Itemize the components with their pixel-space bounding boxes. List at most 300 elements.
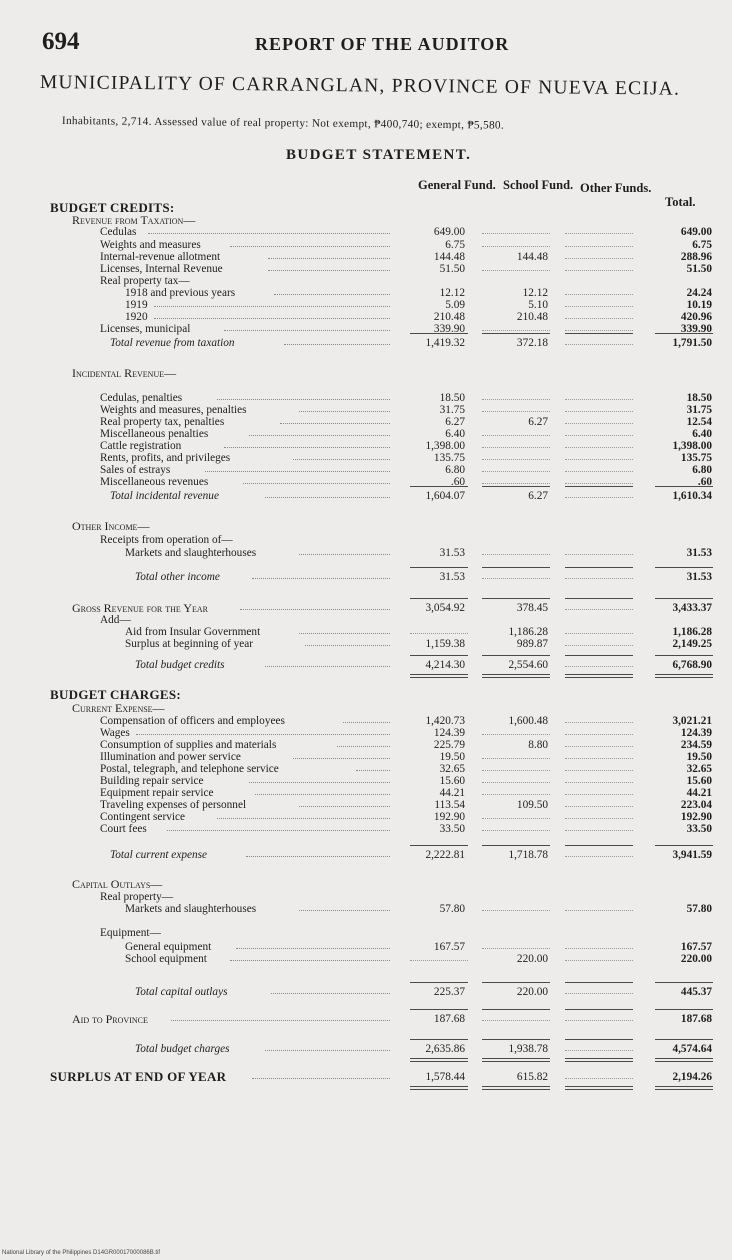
general-fund-cell: 6.75 bbox=[445, 239, 465, 251]
school-fund-cell: 8.80 bbox=[528, 739, 548, 751]
row-label: Equipment repair service bbox=[100, 787, 214, 799]
school-fund-cell: 615.82 bbox=[516, 1071, 548, 1083]
total-cell: 19.50 bbox=[686, 751, 712, 763]
general-fund-cell: 57.80 bbox=[439, 903, 465, 915]
total-cell: 4,574.64 bbox=[672, 1043, 712, 1055]
total-cell: .60 bbox=[697, 476, 712, 488]
table-row bbox=[0, 1070, 732, 1084]
total-cell: 31.53 bbox=[686, 571, 712, 583]
leader-dots bbox=[167, 830, 390, 831]
general-fund-cell: 31.53 bbox=[439, 547, 465, 559]
row-label: 1919 bbox=[125, 299, 148, 311]
total-double-rule bbox=[410, 1058, 468, 1062]
general-fund-cell: 113.54 bbox=[434, 799, 465, 811]
leader-dots bbox=[252, 578, 390, 579]
total-double-rule bbox=[655, 674, 713, 678]
page-number: 694 bbox=[42, 28, 80, 55]
school-fund-cell: 5.10 bbox=[528, 299, 548, 311]
leader-dots bbox=[299, 554, 390, 555]
total-double-rule bbox=[565, 674, 633, 678]
subtotal-rule bbox=[655, 598, 713, 599]
row-label: 1918 and previous years bbox=[125, 287, 236, 299]
leader-dots bbox=[284, 344, 390, 345]
empty-cell-leader bbox=[482, 758, 550, 759]
row-label: SURPLUS AT END OF YEAR bbox=[50, 1069, 227, 1084]
subtotal-rule bbox=[655, 1039, 713, 1040]
subtotal-rule bbox=[482, 845, 550, 846]
empty-cell-leader bbox=[565, 794, 633, 795]
table-row bbox=[0, 877, 732, 891]
total-double-rule bbox=[655, 1086, 713, 1090]
empty-cell-leader bbox=[565, 330, 633, 331]
empty-cell-leader bbox=[565, 471, 633, 472]
column-header-general: General Fund. bbox=[418, 178, 496, 192]
empty-cell-leader bbox=[565, 1078, 633, 1079]
general-fund-cell: 4,214.30 bbox=[425, 659, 465, 671]
municipality-heading: MUNICIPALITY OF CARRANGLAN, PROVINCE OF NUEVA ECIJA. bbox=[39, 72, 681, 100]
row-label: Aid to Province bbox=[72, 1012, 148, 1026]
empty-cell-leader bbox=[482, 948, 550, 949]
total-cell: 288.96 bbox=[680, 251, 712, 263]
subtotal-rule bbox=[410, 982, 468, 983]
empty-cell-leader bbox=[565, 258, 633, 259]
leader-dots bbox=[299, 411, 390, 412]
table-row bbox=[0, 570, 732, 584]
leader-dots bbox=[246, 856, 390, 857]
leader-dots bbox=[271, 993, 390, 994]
school-fund-cell: 378.45 bbox=[516, 602, 548, 614]
general-fund-cell: 31.75 bbox=[439, 404, 465, 416]
empty-cell-leader bbox=[565, 910, 633, 911]
table-row bbox=[0, 533, 732, 547]
row-label: Rents, profits, and privileges bbox=[100, 452, 231, 464]
school-fund-cell: 1,938.78 bbox=[508, 1043, 548, 1055]
general-fund-cell: 135.75 bbox=[433, 452, 465, 464]
row-label: Total current expense bbox=[110, 849, 208, 861]
row-label: Current Expense— bbox=[72, 701, 165, 715]
row-label: Building repair service bbox=[100, 775, 204, 787]
general-fund-cell: 5.09 bbox=[445, 299, 465, 311]
empty-cell-leader bbox=[482, 734, 550, 735]
general-fund-cell: 15.60 bbox=[439, 775, 465, 787]
row-label: Internal-revenue allotment bbox=[100, 251, 221, 263]
general-fund-cell: 33.50 bbox=[439, 823, 465, 835]
table-row bbox=[0, 902, 732, 916]
row-label: Total budget credits bbox=[135, 659, 225, 671]
school-fund-cell: 144.48 bbox=[516, 251, 548, 263]
school-fund-cell: 220.00 bbox=[516, 953, 548, 965]
general-fund-cell: 124.39 bbox=[433, 727, 465, 739]
row-label: Weights and measures, penalties bbox=[100, 404, 247, 416]
general-fund-cell: 18.50 bbox=[439, 392, 465, 404]
table-row bbox=[0, 926, 732, 940]
subtotal-rule bbox=[482, 333, 550, 334]
empty-cell-leader bbox=[482, 554, 550, 555]
subtotal-rule bbox=[655, 333, 713, 334]
row-label: Receipts from operation of— bbox=[100, 534, 233, 546]
total-cell: 44.21 bbox=[686, 787, 712, 799]
general-fund-cell: 1,419.32 bbox=[425, 337, 465, 349]
empty-cell-leader bbox=[565, 233, 633, 234]
row-label: Real property tax— bbox=[100, 275, 190, 287]
school-fund-cell: 2,554.60 bbox=[508, 659, 548, 671]
table-row bbox=[0, 489, 732, 503]
total-cell: 187.68 bbox=[680, 1013, 712, 1025]
column-header-total: Total. bbox=[665, 195, 696, 209]
row-label: Contingent service bbox=[100, 811, 186, 823]
row-label: BUDGET CREDITS: bbox=[50, 200, 175, 215]
row-label: Compensation of officers and employees bbox=[100, 715, 285, 727]
leader-dots bbox=[243, 483, 390, 484]
empty-cell-leader bbox=[565, 294, 633, 295]
empty-cell-leader bbox=[565, 734, 633, 735]
empty-cell-leader bbox=[482, 270, 550, 271]
leader-dots bbox=[280, 423, 390, 424]
leader-dots bbox=[217, 399, 390, 400]
empty-cell-leader bbox=[565, 633, 633, 634]
general-fund-cell: 144.48 bbox=[433, 251, 465, 263]
school-fund-cell: 989.87 bbox=[516, 638, 548, 650]
subtotal-rule bbox=[482, 1039, 550, 1040]
school-fund-cell: 210.48 bbox=[516, 311, 548, 323]
empty-cell-leader bbox=[482, 233, 550, 234]
leader-dots bbox=[240, 609, 390, 610]
row-label: Total incidental revenue bbox=[110, 490, 219, 502]
subtotal-rule bbox=[410, 486, 468, 487]
subtotal-rule bbox=[482, 982, 550, 983]
empty-cell-leader bbox=[410, 960, 468, 961]
school-fund-cell: 372.18 bbox=[516, 337, 548, 349]
total-cell: 6.80 bbox=[692, 464, 712, 476]
empty-cell-leader bbox=[565, 306, 633, 307]
total-double-rule bbox=[482, 1086, 550, 1090]
empty-cell-leader bbox=[565, 435, 633, 436]
row-label: Sales of estrays bbox=[100, 464, 171, 476]
row-label: Revenue from Taxation— bbox=[72, 213, 196, 227]
empty-cell-leader bbox=[565, 770, 633, 771]
leader-dots bbox=[224, 330, 390, 331]
column-header-school: School Fund. bbox=[503, 178, 574, 192]
total-cell: 2,149.25 bbox=[672, 638, 712, 650]
leader-dots bbox=[299, 910, 390, 911]
row-label: Markets and slaughterhouses bbox=[125, 547, 257, 559]
total-cell: 445.37 bbox=[680, 986, 712, 998]
empty-cell-leader bbox=[565, 1050, 633, 1051]
general-fund-cell: 649.00 bbox=[433, 226, 465, 238]
table-row bbox=[0, 848, 732, 862]
total-cell: 3,433.37 bbox=[672, 602, 712, 614]
empty-cell-leader bbox=[482, 459, 550, 460]
inhabitants-line: Inhabitants, 2,714. Assessed value of real property: Not exempt, ₱400,740; exempt, ₱5,580. bbox=[61, 115, 505, 132]
school-fund-cell: 12.12 bbox=[522, 287, 548, 299]
general-fund-cell: .60 bbox=[450, 476, 465, 488]
subtotal-rule bbox=[655, 845, 713, 846]
total-cell: 192.90 bbox=[680, 811, 712, 823]
leader-dots bbox=[274, 294, 390, 295]
total-cell: 339.90 bbox=[680, 323, 712, 335]
subtotal-rule bbox=[565, 845, 633, 846]
total-cell: 167.57 bbox=[680, 941, 712, 953]
scan-credit: National Library of the Philippines D14GR00017000086B.tif bbox=[2, 1250, 161, 1256]
row-label: Licenses, Internal Revenue bbox=[100, 263, 223, 275]
total-cell: 1,186.28 bbox=[672, 626, 712, 638]
general-fund-cell: 44.21 bbox=[439, 787, 465, 799]
school-fund-cell: 6.27 bbox=[528, 490, 548, 502]
empty-cell-leader bbox=[565, 806, 633, 807]
row-label: Court fees bbox=[100, 823, 147, 835]
school-fund-cell: 1,600.48 bbox=[508, 715, 548, 727]
leader-dots bbox=[255, 794, 390, 795]
table-row bbox=[0, 952, 732, 966]
total-cell: 649.00 bbox=[680, 226, 712, 238]
general-fund-cell: 6.40 bbox=[445, 428, 465, 440]
leader-dots bbox=[236, 948, 390, 949]
row-label: Surplus at beginning of year bbox=[125, 638, 254, 650]
empty-cell-leader bbox=[482, 910, 550, 911]
total-cell: 10.19 bbox=[686, 299, 712, 311]
empty-cell-leader bbox=[482, 782, 550, 783]
empty-cell-leader bbox=[482, 435, 550, 436]
empty-cell-leader bbox=[565, 483, 633, 484]
general-fund-cell: 1,159.38 bbox=[425, 638, 465, 650]
leader-dots bbox=[154, 318, 390, 319]
subtotal-rule bbox=[482, 655, 550, 656]
total-cell: 1,791.50 bbox=[672, 337, 712, 349]
empty-cell-leader bbox=[565, 960, 633, 961]
general-fund-cell: 12.12 bbox=[439, 287, 465, 299]
general-fund-cell: 192.90 bbox=[433, 811, 465, 823]
empty-cell-leader bbox=[482, 246, 550, 247]
leader-dots bbox=[154, 306, 390, 307]
table-row bbox=[0, 225, 732, 239]
general-fund-cell: 225.37 bbox=[433, 986, 465, 998]
row-label: Licenses, municipal bbox=[100, 323, 191, 335]
general-fund-cell: 31.53 bbox=[439, 571, 465, 583]
total-cell: 124.39 bbox=[680, 727, 712, 739]
total-double-rule bbox=[565, 1058, 633, 1062]
subtotal-rule bbox=[565, 333, 633, 334]
empty-cell-leader bbox=[565, 578, 633, 579]
table-row bbox=[0, 336, 732, 350]
total-double-rule bbox=[410, 1086, 468, 1090]
subtotal-rule bbox=[655, 655, 713, 656]
general-fund-cell: 6.27 bbox=[445, 416, 465, 428]
total-cell: 57.80 bbox=[686, 903, 712, 915]
column-header-other: Other Funds. bbox=[580, 181, 652, 195]
table-row bbox=[0, 546, 732, 560]
leader-dots bbox=[305, 645, 390, 646]
total-cell: 6.40 bbox=[692, 428, 712, 440]
subtotal-rule bbox=[565, 598, 633, 599]
total-cell: 3,941.59 bbox=[672, 849, 712, 861]
school-fund-cell: 1,718.78 bbox=[508, 849, 548, 861]
row-label: Gross Revenue for the Year bbox=[72, 601, 209, 615]
general-fund-cell: 225.79 bbox=[433, 739, 465, 751]
total-double-rule bbox=[565, 1086, 633, 1090]
leader-dots bbox=[265, 1050, 390, 1051]
row-label: Wages bbox=[100, 727, 130, 739]
empty-cell-leader bbox=[565, 782, 633, 783]
empty-cell-leader bbox=[565, 497, 633, 498]
leader-dots bbox=[249, 435, 390, 436]
subtotal-rule bbox=[410, 598, 468, 599]
empty-cell-leader bbox=[565, 609, 633, 610]
empty-cell-leader bbox=[565, 246, 633, 247]
row-label: Capital Outlays— bbox=[72, 877, 163, 891]
row-label: Markets and slaughterhouses bbox=[125, 903, 257, 915]
total-cell: 12.54 bbox=[686, 416, 712, 428]
subtotal-rule bbox=[410, 567, 468, 568]
subtotal-rule bbox=[565, 655, 633, 656]
leader-dots bbox=[148, 233, 390, 234]
total-cell: 220.00 bbox=[680, 953, 712, 965]
empty-cell-leader bbox=[565, 318, 633, 319]
row-label: Incidental Revenue— bbox=[72, 366, 177, 380]
table-row bbox=[0, 822, 732, 836]
row-label: Real property tax, penalties bbox=[100, 416, 225, 428]
total-cell: 24.24 bbox=[686, 287, 712, 299]
total-cell: 32.65 bbox=[686, 763, 712, 775]
subtotal-rule bbox=[410, 655, 468, 656]
empty-cell-leader bbox=[482, 330, 550, 331]
leader-dots bbox=[224, 447, 390, 448]
leader-dots bbox=[252, 1078, 390, 1079]
subtotal-rule bbox=[565, 486, 633, 487]
row-label: Add— bbox=[100, 614, 131, 626]
table-row bbox=[0, 366, 732, 380]
empty-cell-leader bbox=[565, 856, 633, 857]
empty-cell-leader bbox=[482, 471, 550, 472]
total-cell: 420.96 bbox=[680, 311, 712, 323]
leader-dots bbox=[265, 497, 390, 498]
row-label: Weights and measures bbox=[100, 239, 201, 251]
empty-cell-leader bbox=[482, 818, 550, 819]
leader-dots bbox=[356, 770, 390, 771]
empty-cell-leader bbox=[565, 270, 633, 271]
total-cell: 6.75 bbox=[692, 239, 712, 251]
table-row bbox=[0, 519, 732, 533]
subtotal-rule bbox=[565, 1009, 633, 1010]
total-cell: 18.50 bbox=[686, 392, 712, 404]
empty-cell-leader bbox=[565, 554, 633, 555]
subtotal-rule bbox=[565, 567, 633, 568]
school-fund-cell: 220.00 bbox=[516, 986, 548, 998]
school-fund-cell: 109.50 bbox=[516, 799, 548, 811]
row-label: Cedulas, penalties bbox=[100, 392, 183, 404]
general-fund-cell: 2,635.86 bbox=[425, 1043, 465, 1055]
general-fund-cell: 339.90 bbox=[433, 323, 465, 335]
row-label: Total revenue from taxation bbox=[110, 337, 235, 349]
leader-dots bbox=[337, 746, 390, 747]
row-label: Total budget charges bbox=[135, 1043, 230, 1055]
total-cell: 2,194.26 bbox=[672, 1071, 712, 1083]
running-title: REPORT OF THE AUDITOR bbox=[255, 34, 510, 54]
general-fund-cell: 51.50 bbox=[439, 263, 465, 275]
general-fund-cell: 19.50 bbox=[439, 751, 465, 763]
empty-cell-leader bbox=[565, 423, 633, 424]
subtotal-rule bbox=[410, 333, 468, 334]
total-double-rule bbox=[410, 674, 468, 678]
empty-cell-leader bbox=[565, 411, 633, 412]
subtotal-rule bbox=[482, 1009, 550, 1010]
table-row bbox=[0, 688, 732, 702]
subtotal-rule bbox=[410, 1039, 468, 1040]
row-label: Consumption of supplies and materials bbox=[100, 739, 277, 751]
empty-cell-leader bbox=[565, 948, 633, 949]
table-row bbox=[0, 701, 732, 715]
subtotal-rule bbox=[482, 486, 550, 487]
subtotal-rule bbox=[482, 567, 550, 568]
leader-dots bbox=[136, 734, 391, 735]
statement-title: BUDGET STATEMENT. bbox=[286, 147, 472, 163]
general-fund-cell: 2,222.81 bbox=[425, 849, 465, 861]
row-label: Traveling expenses of personnel bbox=[100, 799, 247, 811]
total-cell: 31.75 bbox=[686, 404, 712, 416]
table-row bbox=[0, 1042, 732, 1056]
school-fund-cell: 1,186.28 bbox=[508, 626, 548, 638]
empty-cell-leader bbox=[410, 633, 468, 634]
empty-cell-leader bbox=[565, 722, 633, 723]
empty-cell-leader bbox=[482, 447, 550, 448]
leader-dots bbox=[265, 666, 390, 667]
row-label: Illumination and power service bbox=[100, 751, 241, 763]
subtotal-rule bbox=[565, 982, 633, 983]
empty-cell-leader bbox=[565, 666, 633, 667]
leader-dots bbox=[230, 960, 390, 961]
general-fund-cell: 1,604.07 bbox=[425, 490, 465, 502]
empty-cell-leader bbox=[482, 770, 550, 771]
total-cell: 6,768.90 bbox=[672, 659, 712, 671]
leader-dots bbox=[171, 1020, 391, 1021]
general-fund-cell: 1,420.73 bbox=[425, 715, 465, 727]
general-fund-cell: 1,398.00 bbox=[425, 440, 465, 452]
subtotal-rule bbox=[655, 1009, 713, 1010]
empty-cell-leader bbox=[565, 1020, 633, 1021]
total-double-rule bbox=[655, 1058, 713, 1062]
general-fund-cell: 3,054.92 bbox=[425, 602, 465, 614]
table-row bbox=[0, 1012, 732, 1026]
total-cell: 51.50 bbox=[686, 263, 712, 275]
row-label: General equipment bbox=[125, 941, 212, 953]
empty-cell-leader bbox=[565, 344, 633, 345]
leader-dots bbox=[230, 246, 390, 247]
row-label: Postal, telegraph, and telephone service bbox=[100, 763, 279, 775]
leader-dots bbox=[343, 722, 390, 723]
leader-dots bbox=[299, 633, 390, 634]
leader-dots bbox=[205, 471, 390, 472]
leader-dots bbox=[268, 258, 390, 259]
total-cell: 33.50 bbox=[686, 823, 712, 835]
empty-cell-leader bbox=[565, 993, 633, 994]
subtotal-rule bbox=[410, 1009, 468, 1010]
empty-cell-leader bbox=[565, 399, 633, 400]
row-label: Cattle registration bbox=[100, 440, 182, 452]
row-label: Aid from Insular Government bbox=[125, 626, 261, 638]
total-cell: 1,398.00 bbox=[672, 440, 712, 452]
empty-cell-leader bbox=[565, 645, 633, 646]
subtotal-rule bbox=[565, 1039, 633, 1040]
empty-cell-leader bbox=[565, 459, 633, 460]
leader-dots bbox=[217, 818, 390, 819]
empty-cell-leader bbox=[482, 483, 550, 484]
empty-cell-leader bbox=[565, 818, 633, 819]
leader-dots bbox=[293, 758, 390, 759]
empty-cell-leader bbox=[482, 1020, 550, 1021]
empty-cell-leader bbox=[565, 830, 633, 831]
row-label: BUDGET CHARGES: bbox=[50, 687, 182, 702]
total-cell: 31.53 bbox=[686, 547, 712, 559]
row-label: Total other income bbox=[135, 571, 220, 583]
